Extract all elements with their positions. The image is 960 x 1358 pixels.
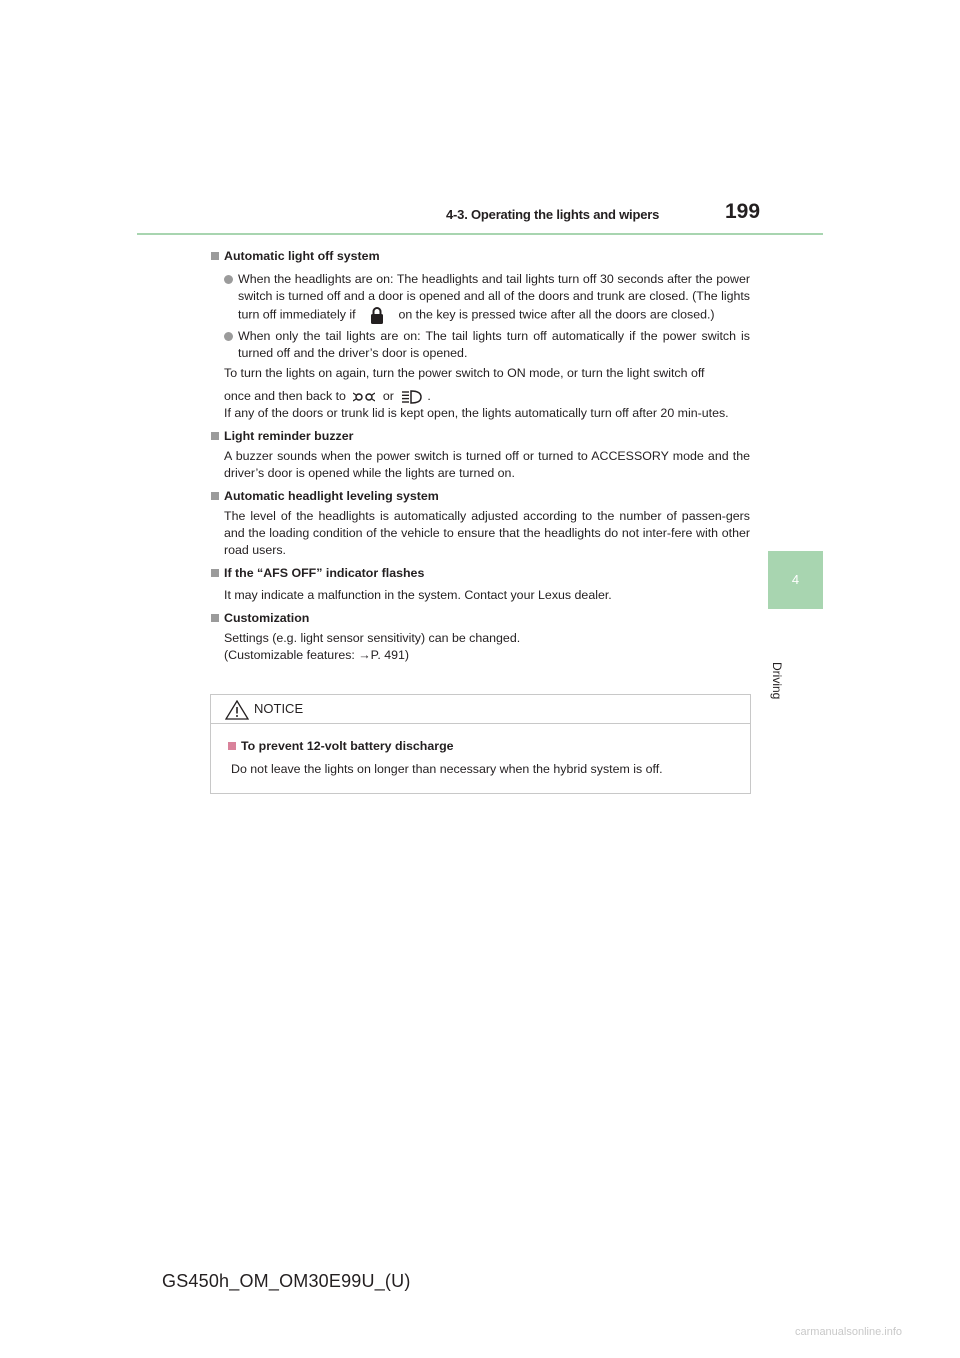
section-heading-auto-off: Automatic light off system bbox=[210, 248, 750, 265]
notice-header bbox=[211, 695, 750, 724]
lock-icon bbox=[365, 305, 389, 325]
paragraph-doors-open: If any of the doors or trunk lid is kept open, the lights automatically turn off after 20 min-utes. bbox=[224, 406, 729, 420]
content-body bbox=[210, 244, 750, 664]
round-bullet-icon bbox=[224, 275, 233, 284]
square-bullet-icon bbox=[211, 492, 219, 500]
paragraph-customization: Settings (e.g. light sensor sensitivity) can be changed. (Customizable features: →P. 491) bbox=[210, 630, 750, 664]
notice-text: Do not leave the lights on longer than necessary when the hybrid system is off. bbox=[231, 762, 663, 776]
bullet-tail-lights-on: When only the tail lights are on: The tail lights turn off automatically if the power switch is turned off and the driver’s door is opened. bbox=[210, 328, 750, 362]
notice-label: NOTICE bbox=[254, 701, 304, 716]
section-heading-reminder: Light reminder buzzer bbox=[210, 428, 750, 445]
header-rule bbox=[137, 233, 823, 235]
square-bullet-icon bbox=[228, 742, 236, 750]
paragraph-leveling: The level of the headlights is automatically adjusted according to the number of passen-gers and the loading condition of the vehicle to ensure that the headlights do not inter-fere with other road users. bbox=[224, 509, 750, 557]
document-code: GS450h_OM_OM30E99U_(U) bbox=[162, 1271, 411, 1291]
notice-heading: To prevent 12-volt battery discharge bbox=[227, 738, 734, 755]
section-title: 4-3. Operating the lights and wipers bbox=[446, 207, 660, 222]
section-heading-leveling: Automatic headlight leveling system bbox=[210, 488, 750, 505]
square-bullet-icon bbox=[211, 252, 219, 260]
headlight-icon bbox=[401, 389, 423, 405]
chapter-label bbox=[770, 618, 820, 700]
warning-triangle-icon bbox=[225, 700, 249, 720]
square-bullet-icon bbox=[211, 614, 219, 622]
chapter-label-text: Driving bbox=[770, 662, 784, 700]
paragraph-afs: It may indicate a malfunction in the system. Contact your Lexus dealer. bbox=[224, 588, 612, 602]
page-reference-link[interactable]: (Customizable features: →P. 491) bbox=[224, 648, 410, 662]
paragraph-reminder: A buzzer sounds when the power switch is turned off or turned to ACCESSORY mode and the driver’s door is opened while the lights are turned on. bbox=[224, 449, 750, 480]
notice-body bbox=[211, 724, 750, 778]
chapter-tab: 4 bbox=[768, 551, 823, 609]
tail-light-icon bbox=[353, 390, 375, 404]
square-bullet-icon bbox=[211, 432, 219, 440]
section-heading-afs: If the “AFS OFF” indicator flashes bbox=[210, 565, 750, 582]
paragraph-turn-on-again: To turn the lights on again, turn the power switch to ON mode, or turn the light switch off once and then back to or . bbox=[224, 366, 705, 403]
section-heading-customization: Customization bbox=[210, 610, 750, 627]
page-number: 199 bbox=[725, 200, 761, 223]
square-bullet-icon bbox=[211, 569, 219, 577]
watermark: carmanualsonline.info bbox=[795, 1326, 903, 1338]
notice-box bbox=[210, 694, 751, 794]
round-bullet-icon bbox=[224, 332, 233, 341]
bullet-headlights-on: When the headlights are on: The headlights and tail lights turn off 30 seconds after the power switch is turned off and a door is opened and all of the doors and trunk are closed. (The lights turn off immediately if on the key is pressed twice after all the doors are closed.) bbox=[210, 271, 750, 325]
